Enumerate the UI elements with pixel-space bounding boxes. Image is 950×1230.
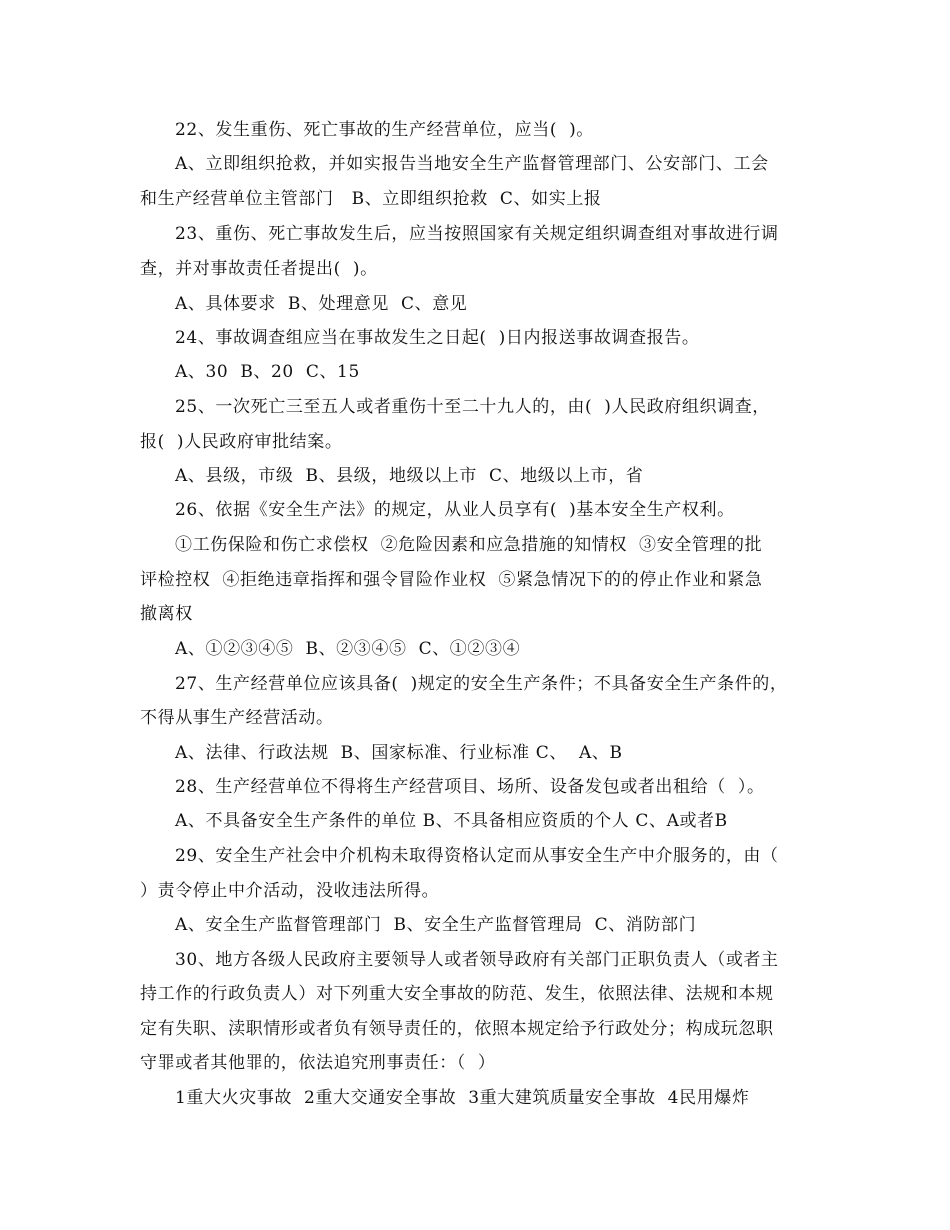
question-29: 29、安全生产社会中介机构未取得资格认定而从事安全生产中介服务的，由（ bbox=[175, 846, 779, 866]
question-25-options: A、县级，市级 B、县级，地级以上市 C、地级以上市，省 bbox=[175, 466, 644, 486]
question-23: 23、重伤、死亡事故发生后，应当按照国家有关规定组织调查组对事故进行调 bbox=[175, 224, 779, 244]
question-28: 28、生产经营单位不得将生产经营项目、场所、设备发包或者出租给（ ）。 bbox=[175, 777, 765, 797]
question-24-options: A、30 B、20 C、15 bbox=[175, 362, 360, 382]
question-22-options-continued: 和生产经营单位主管部门 B、立即组织抢救 C、如实上报 bbox=[140, 189, 602, 209]
question-27-continued: 不得从事生产经营活动。 bbox=[140, 708, 334, 728]
question-26-items: ①工伤保险和伤亡求偿权 ②危险因素和应急措施的知情权 ③安全管理的批 bbox=[175, 535, 763, 555]
question-30: 30、地方各级人民政府主要领导人或者领导政府有关部门正职负责人（或者主 bbox=[175, 950, 779, 970]
question-22: 22、发生重伤、死亡事故的生产经营单位，应当( )。 bbox=[175, 120, 594, 140]
question-23-options: A、具体要求 B、处理意见 C、意见 bbox=[175, 294, 468, 314]
question-27: 27、生产经营单位应该具备( )规定的安全生产条件；不具备安全生产条件的， bbox=[175, 674, 788, 694]
question-23-continued: 查，并对事故责任者提出( )。 bbox=[140, 259, 378, 279]
question-29-options: A、安全生产监督管理部门 B、安全生产监督管理局 C、消防部门 bbox=[175, 915, 697, 935]
question-30-continued-3: 守罪或者其他罪的，依法追究刑事责任：（ ） bbox=[140, 1053, 496, 1073]
question-29-continued: ）责令停止中介活动，没收违法所得。 bbox=[140, 881, 440, 901]
question-30-continued-1: 持工作的行政负责人）对下列重大安全事故的防范、发生，依照法律、法规和本规 bbox=[140, 984, 774, 1004]
question-30-continued-2: 定有失职、渎职情形或者负有领导责任的，依照本规定给予行政处分；构成玩忽职 bbox=[140, 1019, 774, 1039]
question-30-items: 1重大火灾事故 2重大交通安全事故 3重大建筑质量安全事故 4民用爆炸 bbox=[175, 1088, 750, 1108]
question-26-items-end: 撤离权 bbox=[140, 604, 193, 624]
question-26: 26、依据《安全生产法》的规定，从业人员享有( )基本安全生产权利。 bbox=[175, 500, 735, 520]
question-25: 25、一次死亡三至五人或者重伤十至二十九人的，由( )人民政府组织调查， bbox=[175, 397, 770, 417]
question-25-continued: 报( )人民政府审批结案。 bbox=[140, 432, 343, 452]
question-28-options: A、不具备安全生产条件的单位 B、不具备相应资质的个人 C、A或者B bbox=[175, 811, 728, 831]
question-26-options: A、①②③④⑤ B、②③④⑤ C、①②③④ bbox=[175, 639, 521, 659]
question-24: 24、事故调查组应当在事故发生之日起( )日内报送事故调查报告。 bbox=[175, 328, 700, 348]
question-22-option-a: A、立即组织抢救，并如实报告当地安全生产监督管理部门、公安部门、工会 bbox=[175, 154, 769, 174]
question-27-options: A、法律、行政法规 B、国家标准、行业标准 C、 A、B bbox=[175, 743, 623, 763]
question-26-items-continued: 评检控权 ④拒绝违章指挥和强令冒险作业权 ⑤紧急情况下的的停止作业和紧急 bbox=[140, 570, 763, 590]
